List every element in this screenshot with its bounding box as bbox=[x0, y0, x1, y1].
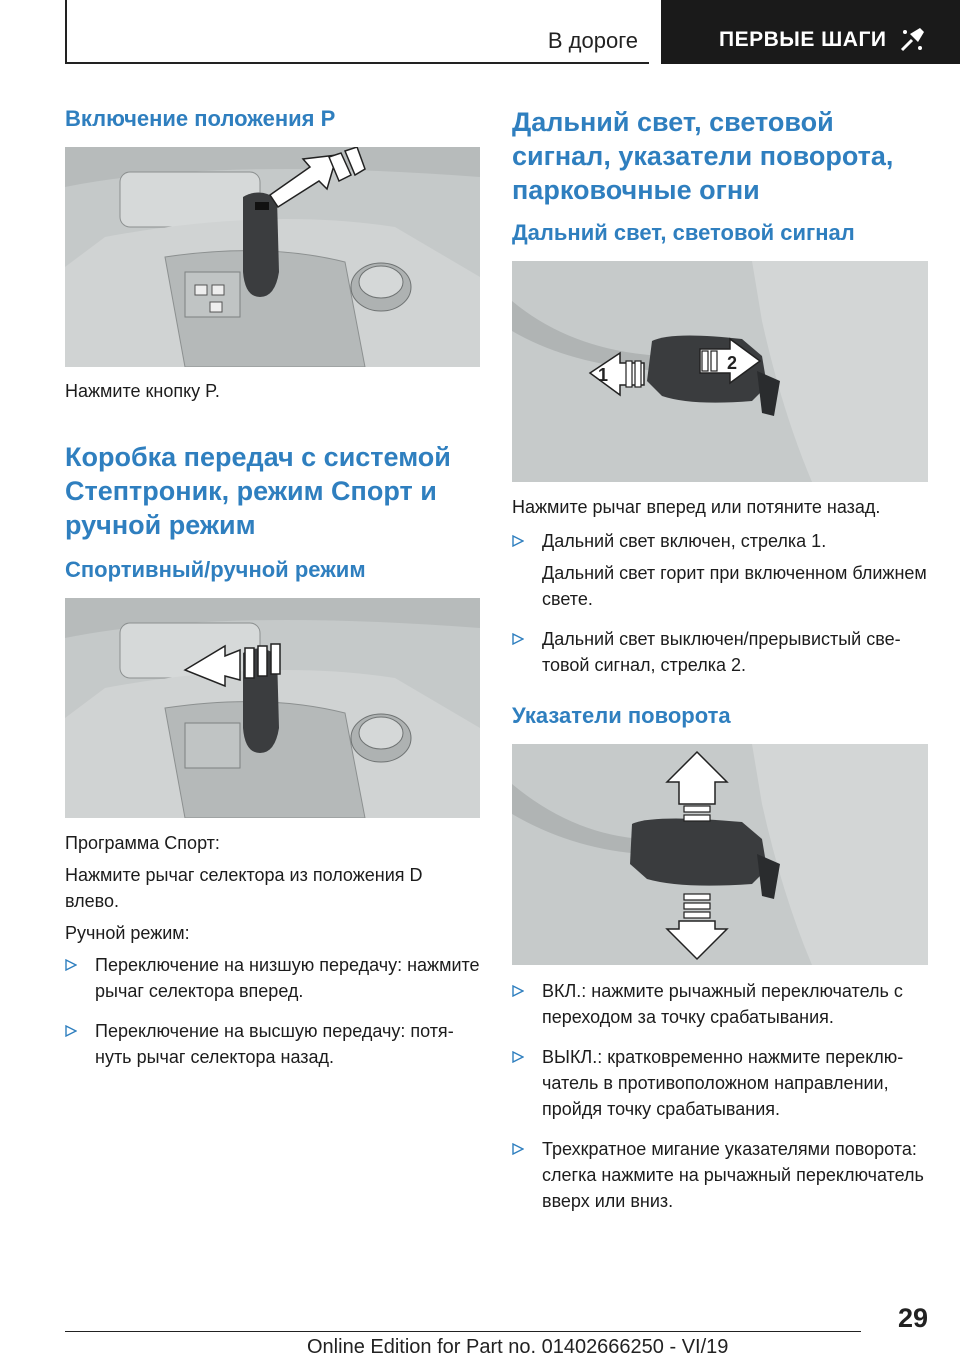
chapter-tab bbox=[661, 0, 960, 64]
list-item-note: Дальний свет горит при включенном ближнем свете. bbox=[542, 563, 927, 609]
heading-sport-manual: Спортивный/ручной режим bbox=[65, 557, 366, 582]
pen-nib-icon bbox=[898, 24, 928, 54]
header-underline bbox=[65, 62, 649, 64]
heading-position-p: Включение положения P bbox=[65, 106, 336, 131]
illustration-turn-signals bbox=[512, 744, 928, 965]
heading-gearbox: Коробка передач с системой Стептроник, режим Спорт и ручной режим bbox=[65, 442, 451, 540]
illustration-selector-left bbox=[65, 598, 480, 818]
triangle-bullet-icon bbox=[512, 535, 524, 547]
triangle-bullet-icon bbox=[512, 633, 524, 645]
high-beam-caption: Нажмите рычаг вперед или потяните назад. bbox=[512, 497, 881, 517]
arrow-2-label: 2 bbox=[727, 353, 738, 373]
manual-label: Ручной режим: bbox=[65, 923, 190, 943]
high-beam-list bbox=[512, 528, 928, 678]
list-item: Переключение на высшую передачу: потянуть рычаг селектора назад. bbox=[65, 1018, 480, 1070]
triangle-bullet-icon bbox=[512, 1051, 524, 1063]
list-item: Переключение на низшую передачу: нажмите рычаг селектора вперед. bbox=[65, 952, 480, 1004]
heading-lights: Дальний свет, световой сигнал, указатели поворота, парковочные огни bbox=[512, 107, 894, 205]
sport-label: Программа Спорт: bbox=[65, 833, 220, 853]
manual-list bbox=[65, 952, 480, 1070]
list-item: Трехкратное мигание указателями поворота: слегка нажмите на рычажный переключатель вверх или вниз. bbox=[512, 1136, 928, 1214]
arrow-1-label: 1 bbox=[598, 365, 609, 385]
section-title: В дороге bbox=[547, 28, 638, 53]
illustration-selector-p-button bbox=[65, 147, 480, 367]
list-item: Дальний свет включен, стрелка 1. bbox=[512, 528, 928, 554]
triangle-bullet-icon bbox=[65, 959, 77, 971]
edition-info: Online Edition for Part no. 01402666250 - VI/19 bbox=[307, 1336, 729, 1358]
p-caption: Нажмите кнопку P. bbox=[65, 381, 220, 401]
list-item: ВЫКЛ.: кратковременно нажмите переключатель в противоположном направлении, пройдя точку срабатывания. bbox=[512, 1044, 928, 1122]
heading-turn-signals: Указатели поворота bbox=[512, 703, 731, 728]
sport-text: Нажмите рычаг селектора из положения D влево. bbox=[65, 865, 423, 911]
turn-signal-list bbox=[512, 978, 928, 1214]
list-item: ВКЛ.: нажмите рычажный переключатель с переходом за точку срабатывания. bbox=[512, 978, 928, 1030]
page-number: 29 bbox=[897, 1303, 928, 1333]
heading-high-beam: Дальний свет, световой сигнал bbox=[512, 220, 855, 245]
chapter-title: ПЕРВЫЕ ШАГИ bbox=[719, 28, 887, 51]
triangle-bullet-icon bbox=[512, 985, 524, 997]
triangle-bullet-icon bbox=[65, 1025, 77, 1037]
triangle-bullet-icon bbox=[512, 1143, 524, 1155]
illustration-high-beam bbox=[512, 261, 928, 482]
footer-divider bbox=[65, 1331, 861, 1332]
header-divider bbox=[65, 0, 67, 63]
list-item: Дальний свет выключен/прерывистый световой сигнал, стрелка 2. bbox=[512, 626, 928, 678]
